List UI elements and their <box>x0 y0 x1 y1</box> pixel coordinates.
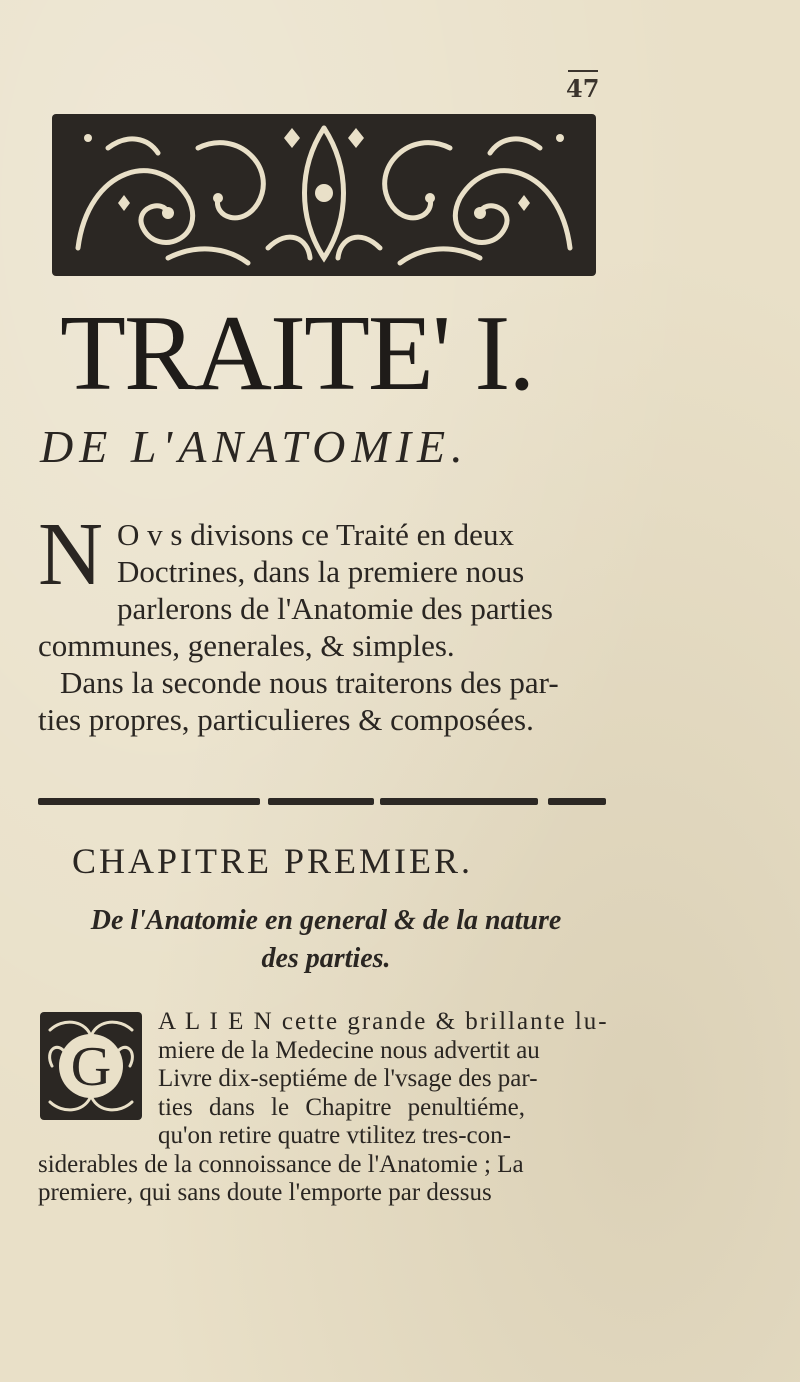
body-line: A L I E N cette grande & brillante lu- <box>158 1008 609 1035</box>
body-line: qu'on retire quatre vtilitez tres-con- <box>158 1122 511 1149</box>
body-line: siderables de la connoissance de l'Anatomie ; La <box>38 1150 524 1178</box>
initial-letter: G <box>70 1036 112 1098</box>
drop-cap-letter: N <box>38 505 103 604</box>
intro-paragraph <box>38 505 610 738</box>
chapter-subtitle-line: des parties. <box>261 943 391 974</box>
page-number: 47 <box>566 74 600 103</box>
section-divider <box>380 798 538 805</box>
chapter-subtitle <box>40 902 612 978</box>
treatise-subtitle: DE L'ANATOMIE. <box>40 421 469 472</box>
section-divider <box>38 798 260 805</box>
chapter-body <box>38 1008 614 1208</box>
body-line: ties dans le Chapitre penultiéme, <box>158 1093 525 1121</box>
intro-line: O v s divisons ce Traité en deux <box>117 517 514 552</box>
intro-line: Doctrines, dans la premiere nous <box>117 554 525 589</box>
intro-line: communes, generales, & simples. <box>38 628 455 663</box>
intro-line: ties propres, particulieres & composées. <box>38 702 534 737</box>
chapter-subtitle-line: De l'Anatomie en general & de la nature <box>90 905 562 936</box>
body-line: premiere, qui sans doute l'emporte par dessus <box>38 1179 492 1206</box>
section-divider <box>548 798 606 805</box>
ornamental-headpiece <box>48 108 600 282</box>
treatise-title: TRAITE' I. <box>60 294 534 413</box>
section-divider <box>268 798 374 805</box>
body-line: miere de la Medecine nous advertit au <box>158 1036 540 1064</box>
intro-line: Dans la seconde nous traiterons des par- <box>60 665 559 700</box>
body-line: Livre dix-septiéme de l'vsage des par- <box>158 1065 538 1092</box>
intro-line: parlerons de l'Anatomie des parties <box>117 591 553 626</box>
chapter-title: CHAPITRE PREMIER. <box>72 841 474 881</box>
